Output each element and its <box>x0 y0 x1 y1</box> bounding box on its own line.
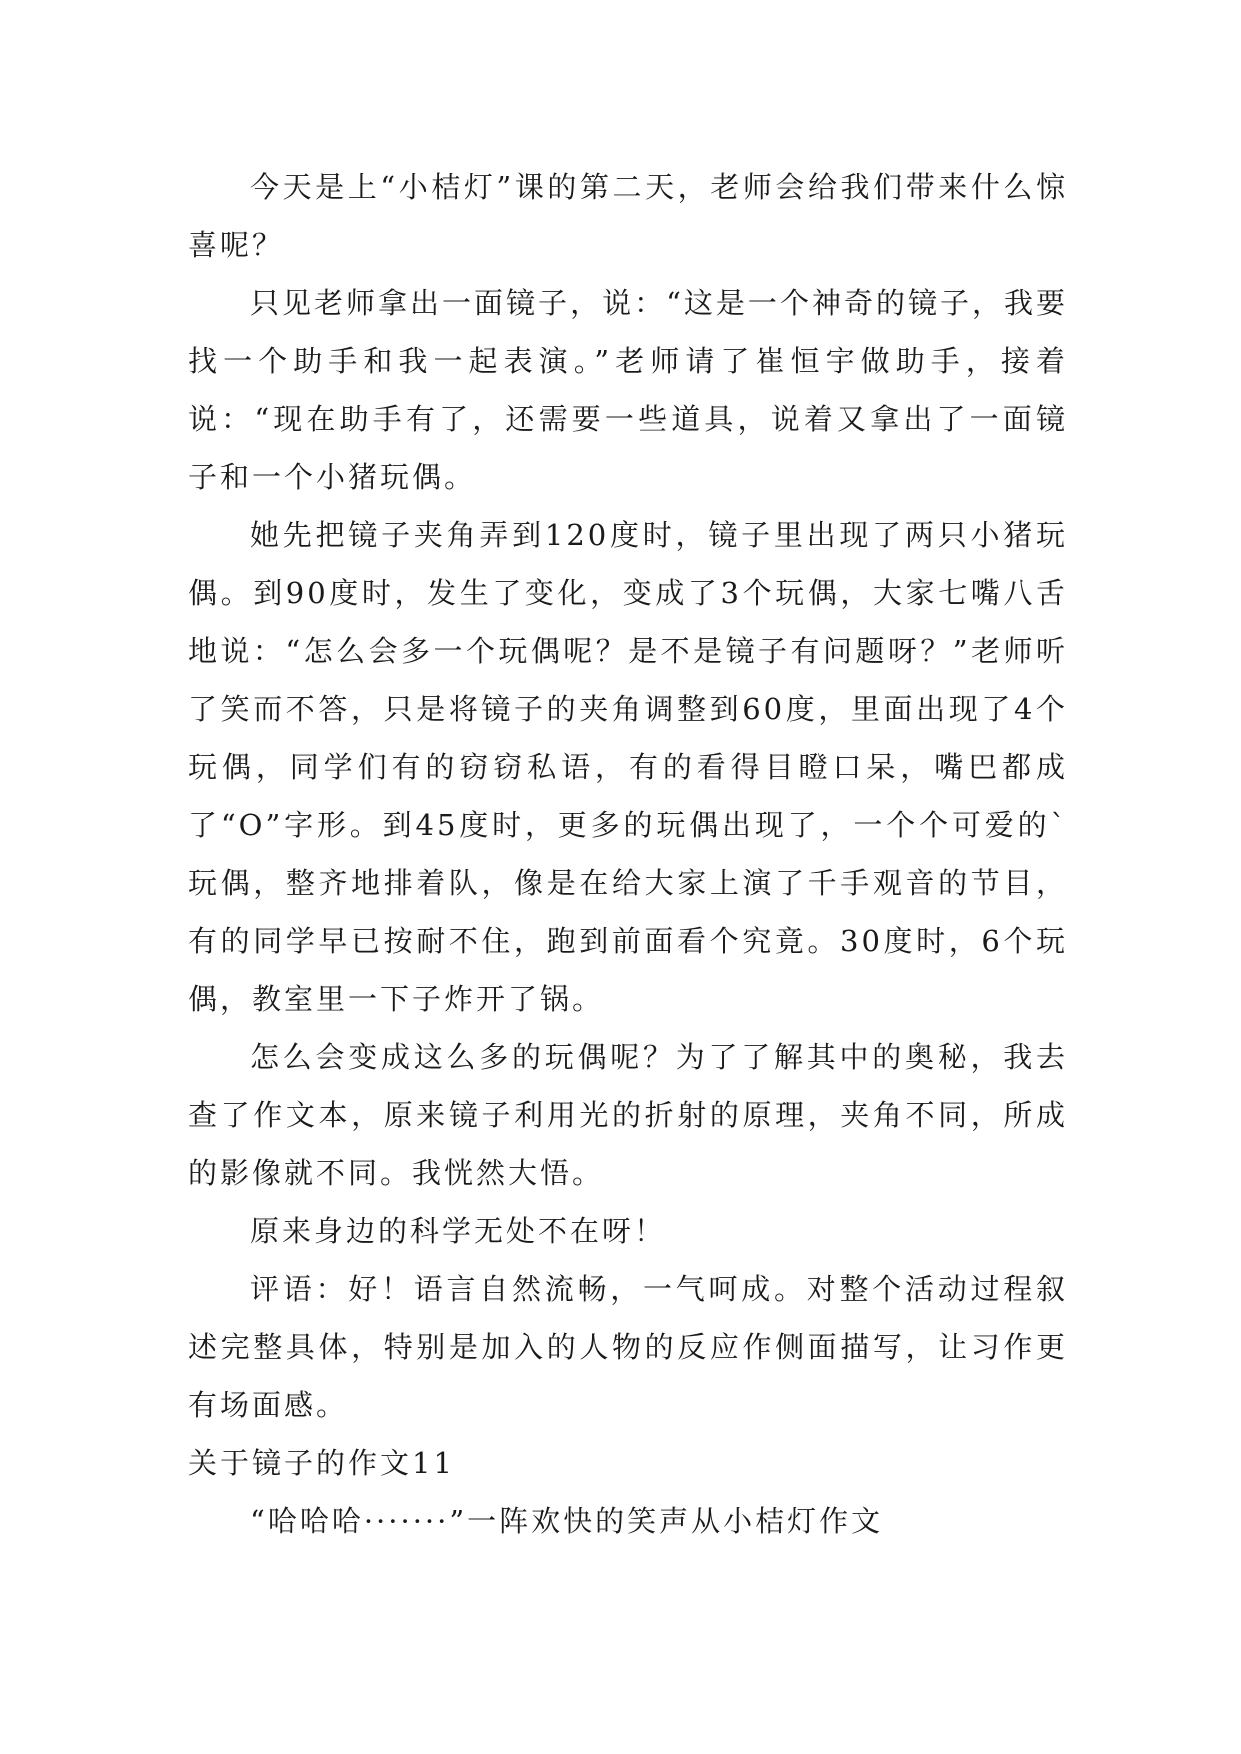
paragraph-conclusion: 原来身边的科学无处不在呀！ <box>250 1214 667 1248</box>
paragraph-comment: 评语：好！语言自然流畅，一气呵成。对整个活动过程叙述完整具体，特别是加入的人物的反应作侧面描写，让习作更有场面感。 <box>188 1272 1068 1422</box>
section-heading: 关于镜子的作文11 <box>188 1446 455 1480</box>
paragraph-angles: 她先把镜子夹角弄到120度时，镜子里出现了两只小猪玩偶。到90度时，发生了变化，变成了3个玩偶，大家七嘴八舌地说：“怎么会多一个玩偶呢？是不是镜子有问题呀？”老师听了笑而不答，只是将镜子的夹角调整到60度，里面出现了4个玩偶，同学们有的窃窃私语，有的看得目瞪口呆，嘴巴都成了“O”字形。到45度时，更多的玩偶出现了，一个个可爱的`玩偶，整齐地排着队，像是在给大家上演了千手观音的节目，有的同学早已按耐不住，跑到前面看个究竟。30度时，6个玩偶，教室里一下子炸开了锅。 <box>188 518 1068 1016</box>
essay-body <box>188 158 1068 1550</box>
paragraph-next-essay: “哈哈哈·······”一阵欢快的笑声从小桔灯作文 <box>250 1504 884 1538</box>
paragraph-intro: 今天是上“小桔灯”课的第二天，老师会给我们带来什么惊喜呢？ <box>188 170 1068 262</box>
paragraph-explanation: 怎么会变成这么多的玩偶呢？为了了解其中的奥秘，我去查了作文本，原来镜子利用光的折射的原理，夹角不同，所成的影像就不同。我恍然大悟。 <box>188 1040 1068 1190</box>
paragraph-mirror-intro: 只见老师拿出一面镜子，说：“这是一个神奇的镜子，我要找一个助手和我一起表演。”老师请了崔恒宇做助手，接着说：“现在助手有了，还需要一些道具，说着又拿出了一面镜子和一个小猪玩偶。 <box>188 286 1068 494</box>
